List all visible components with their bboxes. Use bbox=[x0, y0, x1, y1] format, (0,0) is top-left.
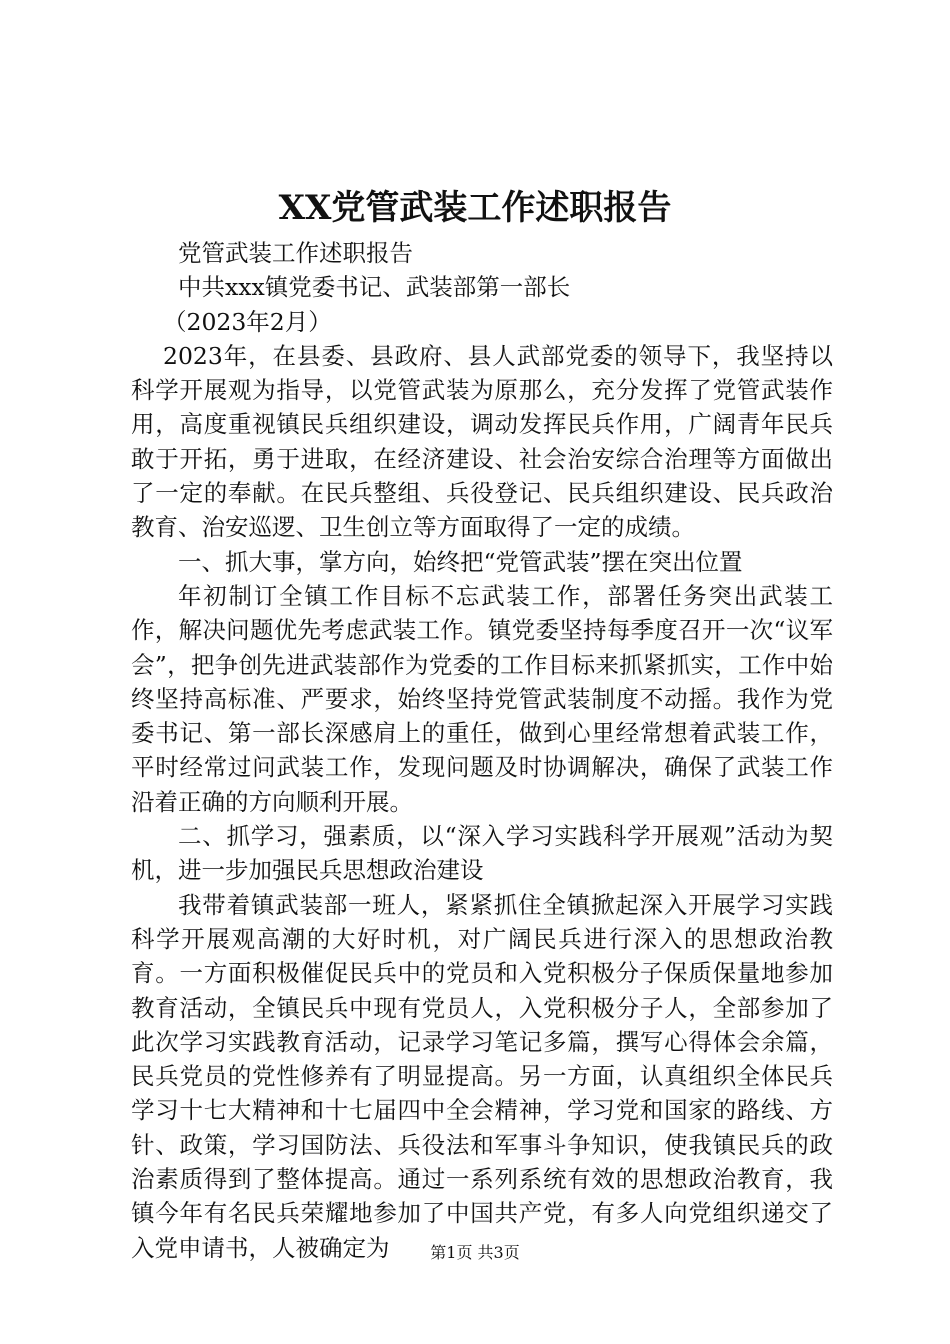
author-line: 中共xxx镇党委书记、武装部第一部长 bbox=[178, 273, 571, 302]
date-line: （2023年2月） bbox=[163, 307, 332, 336]
document-body bbox=[131, 236, 833, 1265]
document-title: XX党管武装工作述职报告 bbox=[278, 188, 672, 228]
section-heading-1: 一、抓大事，掌方向，始终把“党管武装”摆在突出位置 bbox=[178, 547, 743, 576]
paragraph-intro: 2023年，在县委、县政府、县人武部党委的领导下，我坚持以科学开展观为指导，以党管武装为原那么，充分发挥了党管武装作用，高度重视镇民兵组织建设，调动发挥民兵作用，广阔青年民兵敢于开拓，勇于进取，在经济建设、社会治安综合治理等方面做出了一定的奉献。在民兵整组、兵役登记、民兵组织建设、民兵政治教育、治安巡逻、卫生创立等方面取得了一定的成绩。 bbox=[131, 341, 833, 542]
paragraph-section-2: 我带着镇武装部一班人，紧紧抓住全镇掀起深入开展学习实践科学开展观高潮的大好时机，对广阔民兵进行深入的思想政治教育。一方面积极催促民兵中的党员和入党积极分子保质保量地参加教育活动，全镇民兵中现有党员人，入党积极分子人，全部参加了此次学习实践教育活动，记录学习笔记多篇，撰写心得体会余篇，民兵党员的党性修养有了明显提高。另一方面，认真组织全体民兵学习十七大精神和十七届四中全会精神，学习党和国家的路线、方针、政策，学习国防法、兵役法和军事斗争知识，使我镇民兵的政治素质得到了整体提高。通过一系列系统有效的思想政治教育，我镇今年有名民兵荣耀地参加了中国共产党，有多人向党组织递交了入党申请书，人被确定为 bbox=[131, 890, 833, 1262]
page-footer: 第1页 共3页 bbox=[430, 1243, 520, 1262]
subtitle-line: 党管武装工作述职报告 bbox=[178, 239, 413, 267]
section-heading-2: 二、抓学习，强素质，以“深入学习实践科学开展观”活动为契机，进一步加强民兵思想政治建设 bbox=[131, 822, 833, 885]
paragraph-section-1: 年初制订全镇工作目标不忘武装工作，部署任务突出武装工作，解决问题优先考虑武装工作。镇党委坚持每季度召开一次“议军会”，把争创先进武装部作为党委的工作目标来抓紧抓实，工作中始终坚持高标准、严要求，始终坚持党管武装制度不动摇。我作为党委书记、第一部长深感肩上的重任，做到心里经常想着武装工作，平时经常过问武装工作，发现问题及时协调解决，确保了武装工作沿着正确的方向顺利开展。 bbox=[131, 581, 833, 816]
